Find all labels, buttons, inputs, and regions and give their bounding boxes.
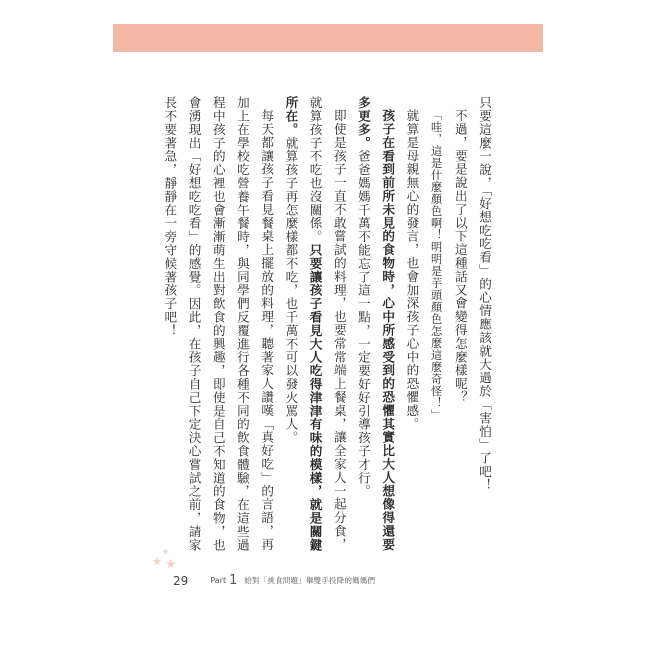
part-number: 1 xyxy=(229,573,238,588)
star-icon: ★ xyxy=(162,547,170,556)
star-decoration xyxy=(152,548,180,574)
paragraph-text: 就算是母親無心的發言，也會加深孩子心中的恐懼感。 xyxy=(404,108,420,431)
paragraph xyxy=(278,96,351,552)
chapter-title: 給對「挑食問題」舉雙手投降的媽媽們 xyxy=(244,576,376,585)
star-icon: ★ xyxy=(165,557,177,572)
emphasis-text: 孩子在看到前所未見的食物時，心中所感受到的恐懼其實比大人想像得還要多更多。 xyxy=(355,96,396,551)
part-label: Part xyxy=(210,576,227,585)
paragraph xyxy=(448,96,472,552)
paragraph-text: 每天都讓孩子看見餐桌上擺放的料理，聽著家人讚嘆「真好吃」的言語，再加上在學校吃營養午餐時，與同學們反覆進行各種不同的飲食體驗，在這些過程中孩子的心裡也會漸漸萌生出對飲食的興趣，即使是自己不知道的食物，也會湧現出「好想吃吃看」的感覺。因此，在孩子自己下定決心嘗試之前，請家長不要著急，靜靜在一旁守候著孩子吧！ xyxy=(162,96,275,552)
paragraph-text: 不過，要是說出了以下這種話又會變得怎麼樣呢？ xyxy=(452,108,468,404)
page-footer xyxy=(173,573,375,588)
paragraph xyxy=(351,96,399,552)
paragraph-text: 只要這麼一說，「好想吃吃看」的心情應該就大過於「害怕」了吧！ xyxy=(477,96,492,492)
paragraph xyxy=(157,96,278,552)
body-text xyxy=(150,96,496,552)
star-icon: ★ xyxy=(152,555,162,568)
paragraph-text: 爸爸媽媽千萬不能忘了這一點，一定要好好引導孩子才行。 xyxy=(355,149,371,499)
paragraph-text: 就算孩子再怎麼樣都不吃，也千萬不可以發火罵人。 xyxy=(283,136,299,445)
page-number: 29 xyxy=(173,573,189,588)
paragraph-text: 「哇，這是什麼顏色啊！明明是芋頭顏色怎麼這麼奇怪！」 xyxy=(429,108,443,421)
paragraph xyxy=(399,96,423,552)
scalloped-border xyxy=(113,45,543,59)
paragraph-text: 即使是孩子一直不敢嘗試的料理，也要常常端上餐桌，讓全家人一起分食，就算孩子不吃也沒關係。 xyxy=(307,96,347,551)
paragraph xyxy=(472,96,496,552)
emphasis-text: 只要讓孩子看見大人吃得津津有味的模樣，就是關鍵所在。 xyxy=(283,96,323,552)
paragraph xyxy=(423,96,447,552)
